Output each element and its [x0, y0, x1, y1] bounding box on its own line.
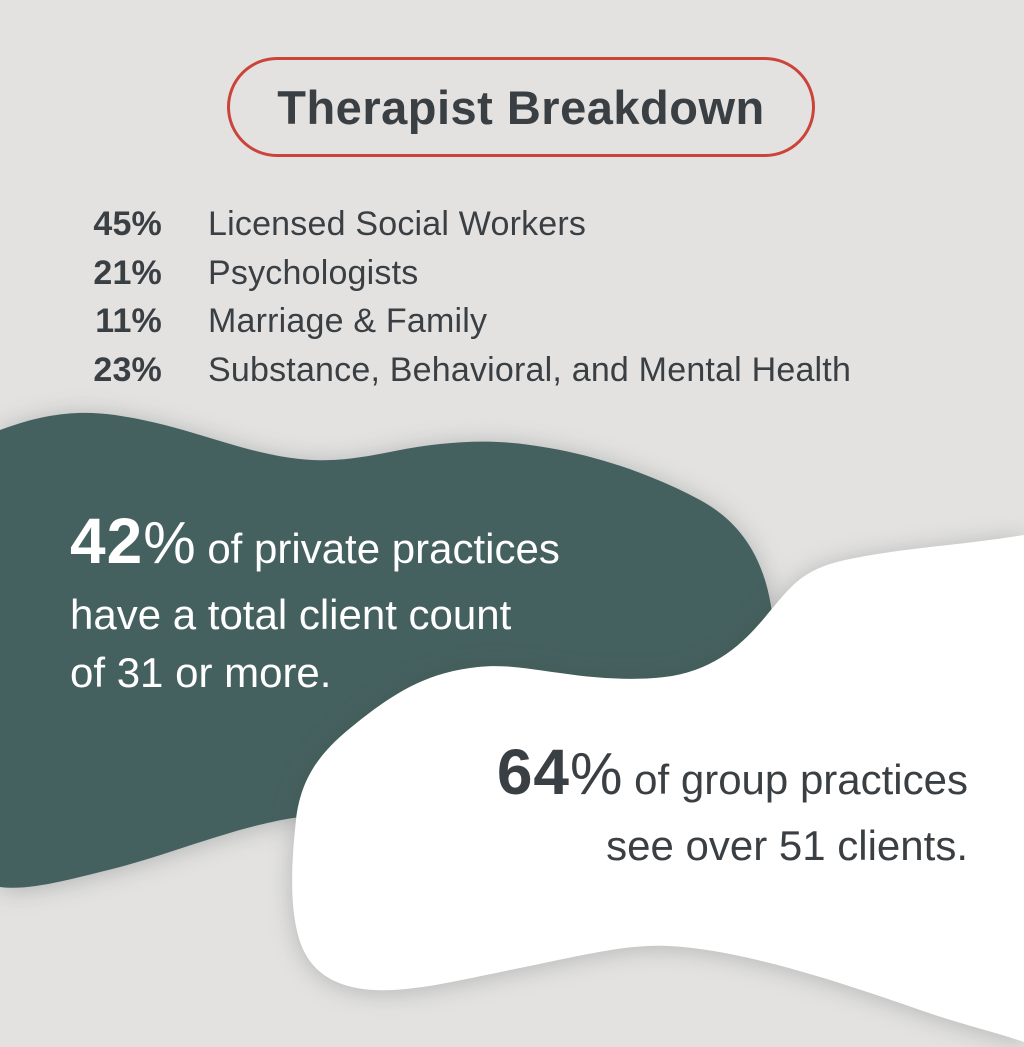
breakdown-row — [60, 249, 960, 298]
private-practice-stat — [70, 504, 560, 702]
stat-text: of group practices — [622, 756, 968, 803]
stat-value: 42 — [70, 505, 144, 577]
percent-value: 21% — [93, 253, 162, 292]
therapist-type-label: Psychologists — [208, 253, 419, 292]
breakdown-list — [60, 200, 960, 394]
therapist-type-label: Marriage & Family — [208, 302, 488, 340]
percent-value: 11% — [95, 302, 162, 340]
stat-line: of 31 or more. — [70, 649, 332, 696]
page-title: Therapist Breakdown — [277, 80, 765, 134]
stat-line — [368, 735, 968, 817]
stat-unit: % — [143, 510, 196, 576]
stat-line: have a total client count — [70, 591, 512, 638]
stat-line: see over 51 clients. — [606, 822, 968, 869]
breakdown-row — [60, 200, 960, 249]
stat-value: 64 — [496, 736, 571, 808]
stat-text: of private practices — [195, 525, 560, 572]
title-pill — [227, 57, 815, 157]
breakdown-row — [60, 297, 960, 346]
stat-unit: % — [570, 741, 623, 807]
percent-value: 45% — [93, 205, 162, 243]
therapist-type-label: Substance, Behavioral, and Mental Health — [208, 350, 852, 389]
therapist-type-label: Licensed Social Workers — [208, 205, 587, 243]
group-practice-stat — [368, 735, 968, 875]
percent-value: 23% — [93, 350, 162, 389]
breakdown-row — [60, 346, 960, 395]
stat-line — [70, 504, 560, 586]
